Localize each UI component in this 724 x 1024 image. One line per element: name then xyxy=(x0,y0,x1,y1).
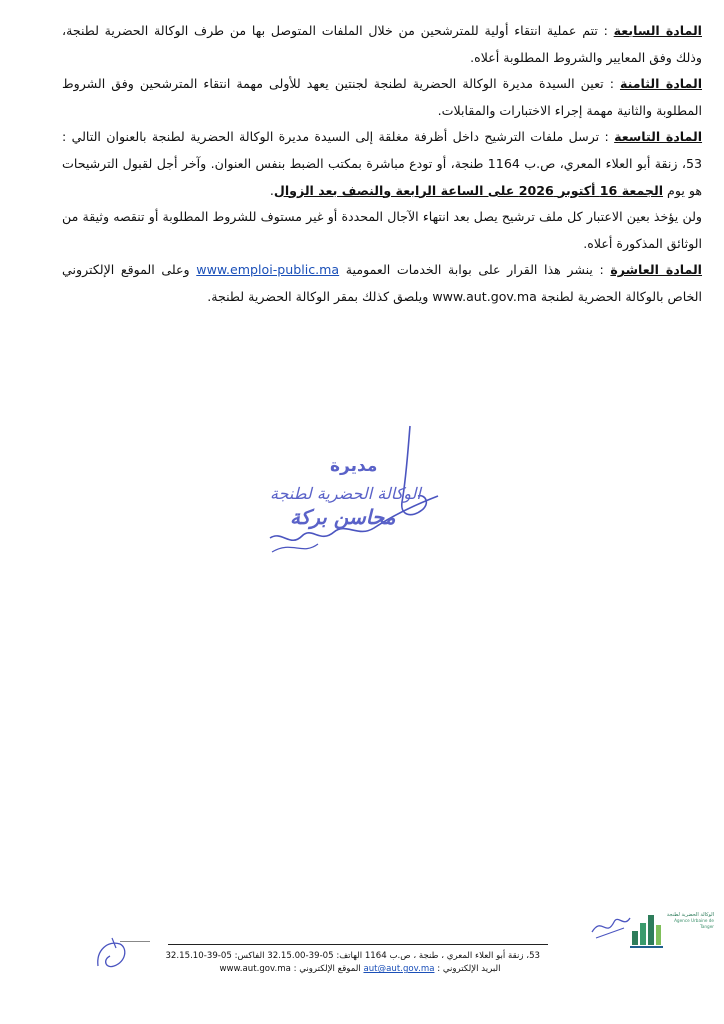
document-body xyxy=(62,18,702,311)
article-7 xyxy=(62,18,702,71)
logo-text-en: Agence Urbaine de Tanger xyxy=(674,918,714,929)
article-10-text-b: وعلى الموقع الإلكتروني الخاص بالوكالة الحضرية لطنجة xyxy=(62,262,702,304)
email-label: البريد الإلكتروني : xyxy=(437,964,501,974)
article-9-text-2: 53، زنقة أبو العلاء المعري، ص.ب 1164 طنجة، أو تودع مباشرة بمكتب الضبط بنفس العنوان. وآخر أجل لقبول الترشيحات هو يوم xyxy=(62,155,702,198)
article-9-heading: المادة التاسعة xyxy=(614,129,703,145)
footer-address: 53، زنقة أبو العلاء المعري ، طنجة ، ص.ب 1164 الهاتف: 05-39-32.15.00 الفاكس: 05-39-32.15.10 xyxy=(165,951,540,961)
article-9-separator: : xyxy=(599,129,615,145)
article-10 xyxy=(62,257,702,310)
site-text: www.aut.gov.ma xyxy=(219,964,291,974)
article-8 xyxy=(62,71,702,124)
stamp-agency: الوكالة الحضرية لطنجة xyxy=(270,484,421,503)
article-10-separator: : xyxy=(592,262,611,278)
article-7-heading: المادة السابعة xyxy=(613,23,702,38)
site-label: الموقع الإلكتروني : xyxy=(293,964,361,974)
article-7-text: تتم عملية انتقاء أولية للمترشحين من خلال الملفات المتوصل بها من طرف الوكالة الحضرية لطنجة، وذلك وفق المعايير والشروط المطلوبة أعلاه. xyxy=(62,23,702,65)
emploi-public-link[interactable]: www.emploi-public.ma xyxy=(196,262,340,278)
initials-scribble-right xyxy=(588,908,632,942)
stamp-title: مديرة xyxy=(330,456,378,476)
logo-text xyxy=(662,912,714,930)
deadline-end: . xyxy=(269,182,274,198)
article-7-separator: : xyxy=(597,23,614,38)
initials-scribble-left xyxy=(92,936,132,974)
article-8-text: تعين السيدة مديرة الوكالة الحضرية لطنجة لجنتين يعهد للأولى مهمة انتقاء المترشحين وفق الشروط المطلوبة والثانية مهمة إجراء الاختبارات والمقابلات. xyxy=(62,76,702,118)
footer-divider xyxy=(168,944,548,945)
aut-website-text: www.aut.gov.ma xyxy=(432,288,537,304)
deadline-text: الجمعة 16 أكتوبر 2026 على الساعة الرابعة والنصف بعد الزوال xyxy=(273,182,664,198)
logo-text-ar: الوكالة الحضرية لطنجة xyxy=(666,912,714,918)
article-10-text-c: ويلصق كذلك بمقر الوكالة الحضرية لطنجة. xyxy=(207,288,429,304)
article-10-text-a: ينشر هذا القرار على بوابة الخدمات العمومية xyxy=(345,262,593,278)
article-9-text-3: ولن يؤخذ بعين الاعتبار كل ملف ترشيح يصل بعد انتهاء الآجال المحددة أو غير مستوف للشروط المطلوبة أو تنقصه وثيقة من الوثائق المذكورة أعلاه. xyxy=(62,209,702,251)
article-9-note xyxy=(62,204,702,257)
article-8-separator: : xyxy=(603,76,620,92)
email-link[interactable]: aut@aut.gov.ma xyxy=(363,964,435,974)
article-9 xyxy=(62,124,702,204)
footer-contact xyxy=(180,963,540,975)
stamp-name: محاسن بركة xyxy=(290,505,396,529)
article-10-heading: المادة العاشرة xyxy=(610,262,703,278)
article-9-text-1: ترسل ملفات الترشيح داخل أظرفة مغلقة إلى السيدة مديرة الوكالة الحضرية لطنجة بالعنوان التالي : xyxy=(62,129,600,145)
article-8-heading: المادة الثامنة xyxy=(619,76,703,92)
